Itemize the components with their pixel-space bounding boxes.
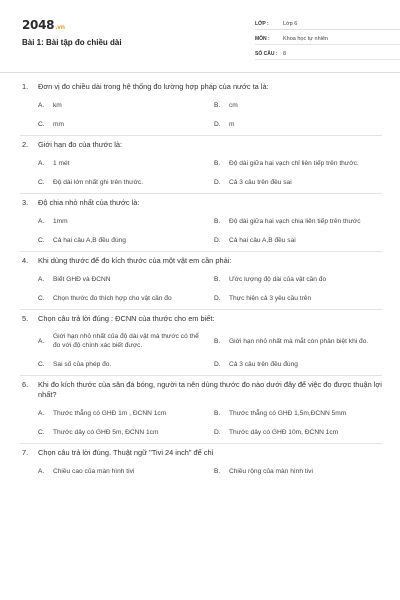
answer-options [20, 216, 382, 245]
option-letter: D. [214, 294, 221, 302]
meta-label: SỐ CÂU : [255, 50, 278, 57]
option-letter: D. [214, 236, 221, 244]
meta-value: Lớp 6 [283, 20, 298, 27]
question-text: Khi dùng thước để đo kích thước của một vật em cần phải: [38, 256, 232, 265]
meta-label: LỚP : [255, 20, 269, 27]
option-text: 1mm [53, 217, 68, 225]
option-letter: B. [214, 467, 221, 475]
option-text: Thước thẳng có GHĐ 1m , ĐCNN 1cm [53, 409, 167, 417]
logo-suffix: .vn [55, 24, 65, 31]
option-d[interactable] [214, 119, 382, 129]
option-text: Ước lượng độ dài của vật cần đo [229, 275, 327, 283]
answer-options [20, 100, 382, 129]
worksheet-header [20, 16, 380, 72]
answer-options [20, 158, 382, 187]
question-list [20, 78, 382, 482]
question-4 [20, 252, 382, 310]
answer-options [20, 332, 382, 369]
option-letter: C. [38, 120, 45, 128]
option-text: Sai số của phép đo. [53, 360, 112, 368]
question-number: 5. [22, 314, 29, 323]
meta-value: Khoa học tự nhiên [283, 35, 328, 42]
option-text: Biết GHĐ và ĐCNN [53, 275, 111, 283]
option-b[interactable] [214, 158, 382, 168]
option-c[interactable] [38, 359, 206, 369]
meta-label: MÔN : [255, 35, 270, 42]
question-number: 3. [22, 198, 29, 207]
meta-value: 8 [283, 50, 287, 57]
option-c[interactable] [38, 235, 206, 245]
option-b[interactable] [214, 216, 382, 226]
option-d[interactable] [214, 293, 382, 303]
option-letter: D. [214, 360, 221, 368]
meta-row-grade [255, 18, 400, 30]
option-text: Thước dây có GHĐ 5m, ĐCNN 1cm [53, 428, 159, 436]
answer-options [20, 274, 382, 303]
option-a[interactable] [38, 274, 206, 284]
option-b[interactable] [214, 332, 382, 350]
question-text: Độ chia nhỏ nhất của thước là: [38, 198, 140, 207]
question-number: 1. [22, 82, 29, 91]
option-letter: D. [214, 120, 221, 128]
option-letter: C. [38, 428, 45, 436]
option-letter: B. [214, 409, 221, 417]
option-letter: B. [214, 275, 221, 283]
option-text: cm [229, 101, 238, 109]
option-b[interactable] [214, 100, 382, 110]
option-letter: C. [38, 178, 45, 186]
option-text: Cả hai câu A,B đều sai [229, 236, 296, 244]
option-d[interactable] [214, 359, 382, 369]
question-6 [20, 376, 382, 444]
option-text: Chiều rộng của màn hình tivi [229, 467, 313, 475]
option-text: mm [53, 120, 64, 128]
worksheet-title: Bài 1: Bài tập đo chiều dài [22, 38, 122, 47]
option-text: Cả 3 câu trên đều đúng [229, 360, 298, 368]
option-a[interactable] [38, 158, 206, 168]
option-letter: A. [38, 159, 45, 167]
option-letter: A. [38, 217, 45, 225]
option-text: 1 mét [53, 159, 70, 167]
option-letter: B. [214, 337, 221, 345]
option-text: Giới hạn nhỏ nhất mà mắt còn phân biệt khi đo. [229, 337, 369, 345]
question-number: 7. [22, 448, 29, 457]
option-text: Thước thẳng có GHĐ 1,5m,ĐCNN 5mm [229, 409, 347, 417]
question-stem [20, 314, 382, 324]
option-text: Chọn thước đo thích hợp cho vật cần đo [53, 294, 172, 302]
question-text: Chọn câu trả lời đúng : ĐCNN của thước cho em biết: [38, 314, 215, 323]
question-number: 2. [22, 140, 29, 149]
option-letter: A. [38, 337, 45, 345]
option-c[interactable] [38, 293, 206, 303]
question-text: Khi đo kích thước của sân đá bóng, người ta nên dùng thước đo nào dưới đây để việc đo được thuận lợi nhất? [38, 380, 382, 399]
option-letter: D. [214, 178, 221, 186]
question-5 [20, 310, 382, 376]
question-stem [20, 198, 382, 208]
question-2 [20, 136, 382, 194]
option-a[interactable] [38, 408, 206, 418]
option-d[interactable] [214, 177, 382, 187]
option-b[interactable] [214, 408, 382, 418]
option-text: Độ dài giữa hai vạch chia liên tiếp trên thước [229, 217, 361, 225]
option-text: Độ dài lớn nhất ghi trên thước. [53, 178, 144, 186]
question-stem [20, 140, 382, 150]
option-text: Giới hạn nhỏ nhất của độ dài vật mà thước có thể đo với độ chính xác biết được. [53, 333, 199, 349]
option-letter: A. [38, 409, 45, 417]
option-letter: C. [38, 360, 45, 368]
option-d[interactable] [214, 427, 382, 437]
option-text: Độ dài giữa hai vạch chỉ liên tiếp trên thước. [229, 159, 359, 167]
meta-row-subject [255, 33, 400, 45]
option-b[interactable] [214, 466, 382, 476]
question-text: Giới hạn đo của thước là: [38, 140, 123, 149]
option-text: Thực hiện cả 3 yêu cầu trên [229, 294, 312, 302]
answer-options [20, 466, 382, 476]
option-a[interactable] [38, 332, 206, 350]
option-a[interactable] [38, 100, 206, 110]
option-c[interactable] [38, 427, 206, 437]
option-c[interactable] [38, 177, 206, 187]
question-text: Đơn vị đo chiều dài trong hệ thống đo lường hợp pháp của nước ta là: [38, 82, 269, 91]
option-b[interactable] [214, 274, 382, 284]
meta-row-count [255, 48, 400, 60]
option-letter: B. [214, 101, 221, 109]
question-number: 4. [22, 256, 29, 265]
option-text: Chiều cao của màn hình tivi [53, 467, 135, 475]
question-stem [20, 448, 382, 458]
question-3 [20, 194, 382, 252]
option-a[interactable] [38, 216, 206, 226]
question-text: Chọn câu trả lời đúng. Thuật ngữ "Tivi 24 inch" để chỉ [38, 448, 214, 457]
option-d[interactable] [214, 235, 382, 245]
option-text: Cả 3 câu trên đều sai [229, 178, 292, 186]
question-7 [20, 444, 382, 482]
option-letter: A. [38, 101, 45, 109]
option-letter: C. [38, 236, 45, 244]
option-c[interactable] [38, 119, 206, 129]
question-1 [20, 78, 382, 136]
question-number: 6. [22, 380, 29, 389]
option-letter: A. [38, 467, 45, 475]
option-text: m [229, 120, 235, 128]
question-stem [20, 82, 382, 92]
option-letter: B. [214, 217, 221, 225]
logo-text: 2048 [22, 18, 55, 32]
worksheet-meta [255, 18, 400, 63]
header-divider [0, 72, 400, 73]
question-stem [20, 256, 382, 266]
option-letter: A. [38, 275, 45, 283]
option-a[interactable] [38, 466, 206, 476]
question-stem [20, 380, 382, 400]
option-text: Thước dây có GHĐ 10m, ĐCNN 1cm [229, 428, 339, 436]
option-text: km [53, 101, 62, 109]
option-letter: C. [38, 294, 45, 302]
option-letter: D. [214, 428, 221, 436]
option-text: Cả hai câu A,B đều đúng [53, 236, 126, 244]
site-logo[interactable] [22, 18, 65, 32]
answer-options [20, 408, 382, 437]
option-letter: B. [214, 159, 221, 167]
